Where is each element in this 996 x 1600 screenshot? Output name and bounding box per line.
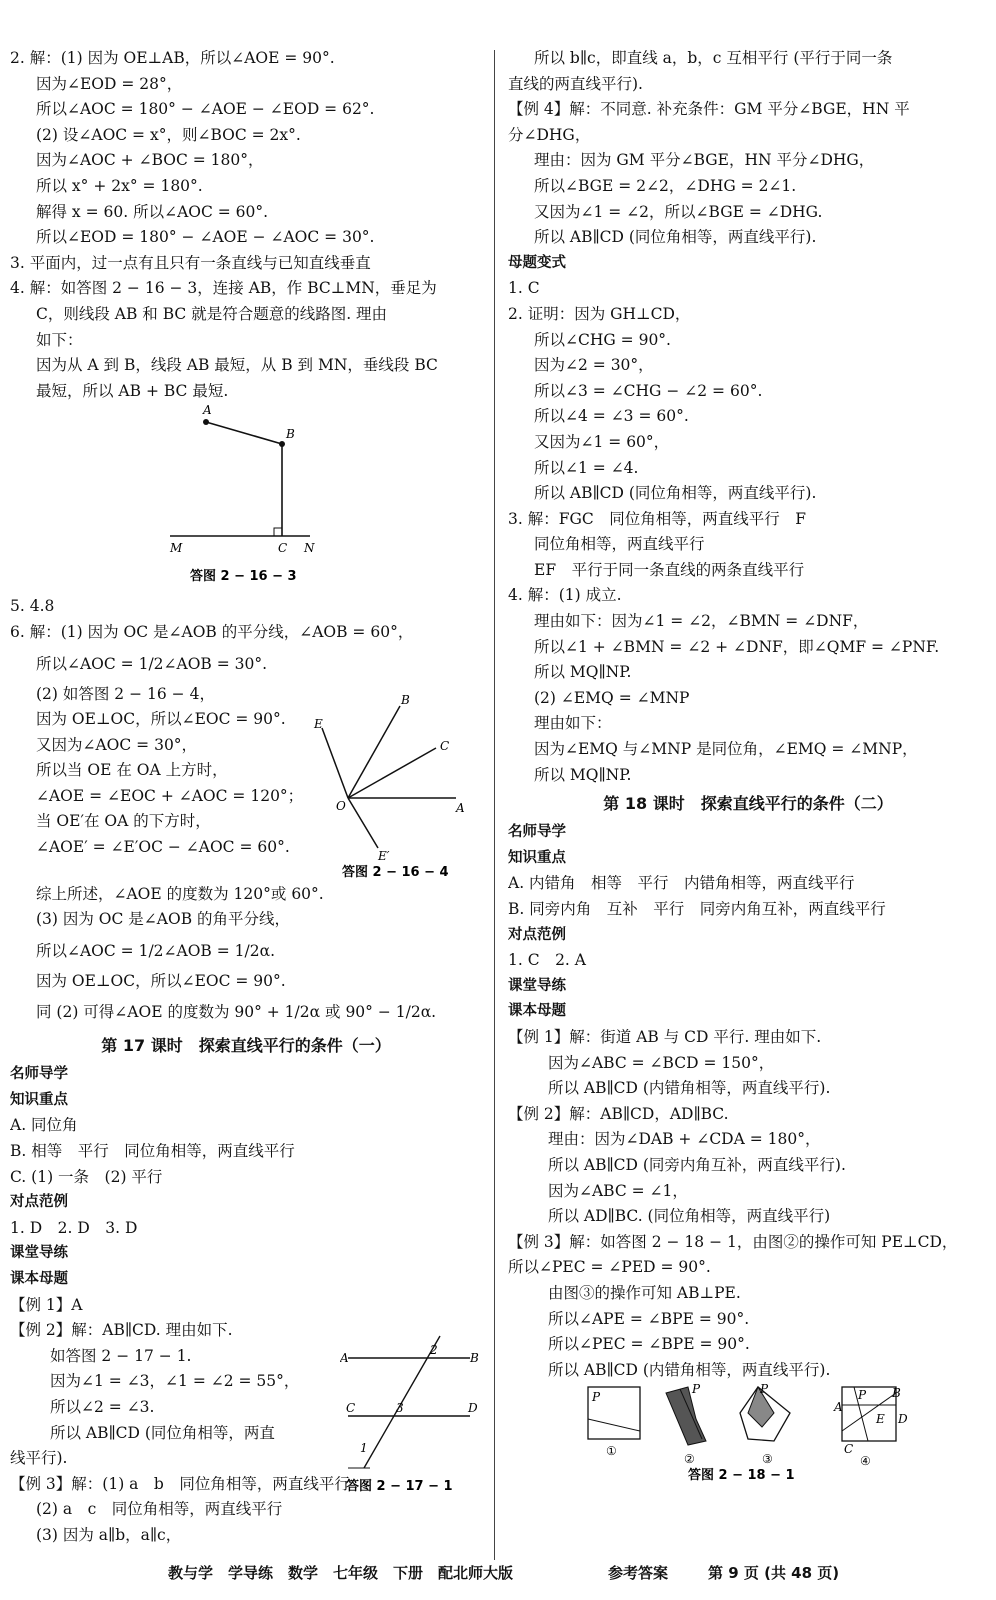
text-line: 因为∠AOC + ∠BOC = 180°， — [36, 151, 264, 170]
figure-2-18-1-drawing — [508, 1383, 988, 1483]
text-line: A. 内错角 相等 平行 内错角相等，两直线平行 — [508, 874, 855, 893]
left-block-3-with-figure — [10, 682, 482, 882]
text-line: 又因为∠1 = ∠2，所以∠BGE = ∠DHG. — [534, 202, 823, 221]
left-block-1 — [10, 46, 482, 404]
text-line: 3. 平面内，过一点有且只有一条直线与已知直线垂直 — [10, 253, 371, 272]
text-line: 所以∠1 = ∠4. — [534, 458, 639, 477]
fig4-label: P — [858, 1388, 867, 1403]
text-line: 所以∠EOD = 180° − ∠AOE − ∠AOC = 30°. — [36, 228, 375, 247]
text-line: 所以∠PEC = ∠PED = 90°. — [508, 1258, 711, 1277]
text-line: B. 同旁内角 互补 平行 同旁内角互补，两直线平行 — [508, 900, 886, 918]
text-line: 因为∠2 = 30°， — [534, 356, 654, 375]
text-line: 【例 1】解：街道 AB 与 CD 平行. 理由如下. — [508, 1027, 822, 1046]
text-line: 所以∠4 = ∠3 = 60°. — [534, 407, 689, 426]
fig2-label: E — [314, 716, 323, 731]
fig4-label: E — [876, 1412, 885, 1427]
text-line: 【例 2】解：AB∥CD. 理由如下. — [10, 1321, 233, 1340]
right-block-2 — [508, 820, 988, 1383]
right-block-1 — [508, 46, 988, 788]
text-line: 所以∠3 = ∠CHG − ∠2 = 60°. — [534, 381, 763, 400]
text-line: 因为 OE⊥OC，所以∠EOC = 90°. — [36, 710, 286, 729]
text-line: ∠AOE = ∠EOC + ∠AOC = 120°； — [36, 786, 304, 805]
text-line: 因为∠1 = ∠3，∠1 = ∠2 = 55°， — [50, 1372, 300, 1391]
fig3-label: 2 — [430, 1343, 438, 1358]
text-line: 【例 2】解：AB∥CD，AD∥BC. — [508, 1104, 729, 1123]
section-title-18: 第 18 课时 探索直线平行的条件（二） — [603, 794, 893, 814]
text-line: 由图③的操作可知 AB⊥PE. — [548, 1283, 741, 1302]
text-line: 分∠DHG， — [508, 125, 591, 144]
fig4-label: A — [834, 1400, 843, 1415]
text-line: 因为∠ABC = ∠1， — [548, 1181, 688, 1200]
subheading: 对点范例 — [508, 926, 566, 943]
text-line: 如下： — [36, 330, 83, 349]
subheading: 课本母题 — [508, 1003, 566, 1020]
text-line: 解得 x = 60. 所以∠AOC = 60°. — [36, 202, 269, 221]
left-block-2 — [10, 594, 482, 681]
text-line: 因为 OE⊥OC，所以∠EOC = 90°. — [36, 971, 286, 990]
text-line: 同位角相等，两直线平行 — [534, 535, 705, 554]
subheading: 知识重点 — [10, 1091, 68, 1108]
text-line: 所以 AB∥CD (内错角相等，两直线平行). — [548, 1079, 831, 1098]
fig2-caption: 答图 2 − 16 − 4 — [342, 864, 449, 878]
footer-page-number: 第 9 页 (共 48 页) — [708, 1564, 840, 1582]
text-line: 【例 3】解：如答图 2 − 18 − 1，由图②的操作可知 PE⊥CD， — [508, 1232, 958, 1251]
fig4-label: C — [844, 1442, 854, 1457]
fig1-label: B — [286, 427, 295, 442]
text-line: 【例 3】解：(1) a b 同位角相等，两直线平行 — [10, 1474, 350, 1493]
text-line: 所以 AB∥CD (同位角相等，两直线平行). — [534, 228, 817, 247]
text-line: (2) 设∠AOC = x°，则∠BOC = 2x°. — [36, 125, 301, 144]
figure-2-18-1 — [508, 1383, 988, 1483]
text-line: 所以∠PEC = ∠BPE = 90°. — [548, 1335, 750, 1354]
text-line: 当 OE′在 OA 的下方时， — [36, 812, 211, 831]
text-line: (2) ∠EMQ = ∠MNP — [534, 688, 690, 707]
fig3-label: A — [340, 1351, 349, 1366]
text-line: 所以∠AOC = 180° − ∠AOE − ∠EOD = 62°. — [36, 100, 375, 119]
text-line: 所以 AD∥BC. (同位角相等，两直线平行) — [548, 1207, 831, 1226]
text-line: 4. 解：如答图 2 − 16 − 3，连接 AB，作 BC⊥MN，垂足为 — [10, 279, 437, 298]
text-line: ∠AOE′ = ∠E′OC − ∠AOC = 60°. — [36, 838, 290, 857]
text-line: 1. C 2. A — [508, 951, 586, 970]
subheading: 名师导学 — [508, 824, 566, 841]
text-line: 【例 1】A — [10, 1295, 83, 1314]
text-line: B. 相等 平行 同位角相等，两直线平行 — [10, 1142, 295, 1161]
text-line: (2) a c 同位角相等，两直线平行 — [36, 1500, 283, 1519]
fig2-label: O — [336, 798, 346, 813]
text-line: 线平行). — [10, 1449, 68, 1468]
fig3-label: 3 — [396, 1401, 404, 1416]
fig3-label: D — [468, 1401, 478, 1416]
text-line: 如答图 2 − 17 − 1. — [50, 1346, 192, 1365]
text-line: (2) 如答图 2 − 16 − 4， — [36, 684, 215, 703]
text-line: 理由：因为 GM 平分∠BGE，HN 平分∠DHG， — [534, 151, 875, 170]
subheading: 课堂导练 — [10, 1245, 68, 1262]
text-line: 所以 b∥c，即直线 a，b，c 互相平行 (平行于同一条 — [534, 49, 893, 67]
section-title-17: 第 17 课时 探索直线平行的条件（一） — [101, 1036, 391, 1056]
fig1-caption: 答图 2 − 16 − 3 — [190, 569, 297, 585]
fig4-label: P — [592, 1390, 601, 1405]
text-line: C，则线段 AB 和 BC 就是符合题意的线路图. 理由 — [36, 304, 388, 323]
text-line: 因为∠EOD = 28°， — [36, 74, 183, 93]
text-line: 5. 4.8 — [10, 597, 55, 616]
footer-answers: 参考答案 — [608, 1564, 669, 1582]
text-line: 所以∠CHG = 90°. — [534, 330, 671, 349]
fig4-label: ③ — [762, 1452, 773, 1467]
fig4-label: D — [898, 1412, 908, 1427]
text-line: 又因为∠AOC = 30°， — [36, 735, 198, 754]
text-line: 3. 解：FGC 同位角相等，两直线平行 F — [508, 509, 806, 528]
text-line: 所以∠AOC = 1/2∠AOB = 1/2α. — [36, 941, 275, 960]
figure-2-16-3 — [10, 404, 482, 594]
left-block-4 — [10, 882, 482, 1031]
text-line: 2. 解：(1) 因为 OE⊥AB，所以∠AOE = 90°. — [10, 49, 335, 67]
text-line: 所以 MQ∥NP. — [534, 765, 632, 784]
figure-2-17-1-drawing — [340, 1328, 482, 1498]
fig4-label: P — [760, 1383, 769, 1397]
fig4-caption: 答图 2 − 18 − 1 — [688, 1468, 795, 1484]
fig1-label: C — [278, 541, 288, 556]
text-line: 6. 解：(1) 因为 OC 是∠AOB 的平分线，∠AOB = 60°， — [10, 622, 414, 641]
text-line: 所以 MQ∥NP. — [534, 663, 632, 682]
subheading: 课堂导练 — [508, 977, 566, 994]
text-line: A. 同位角 — [10, 1116, 78, 1135]
text-line: 最短，所以 AB + BC 最短. — [36, 381, 229, 400]
text-line: 2. 证明：因为 GH⊥CD， — [508, 304, 691, 323]
fig4-label: ② — [684, 1452, 695, 1467]
text-line: 综上所述，∠AOE 的度数为 120°或 60°. — [36, 884, 324, 903]
fig4-label: ④ — [860, 1454, 871, 1469]
column-divider — [494, 50, 495, 1560]
figure-2-16-4-drawing — [306, 688, 482, 878]
text-line: 【例 4】解：不同意. 补充条件：GM 平分∠BGE，HN 平 — [508, 100, 910, 119]
text-line: 因为∠EMQ 与∠MNP 是同位角，∠EMQ = ∠MNP， — [534, 740, 918, 759]
subheading: 母题变式 — [508, 254, 566, 271]
text-line: 1. C — [508, 279, 540, 298]
fig4-label: B — [892, 1386, 901, 1401]
fig4-label: ① — [606, 1444, 617, 1459]
fig3-caption: 答图 2 − 17 − 1 — [346, 1479, 453, 1495]
text-line: 所以 x° + 2x° = 180°. — [36, 176, 203, 195]
text-line: 所以∠AOC = 1/2∠AOB = 30°. — [36, 654, 268, 673]
text-line: EF 平行于同一条直线的两条直线平行 — [534, 560, 805, 579]
text-line: 1. D 2. D 3. D — [10, 1218, 138, 1237]
fig1-label: N — [304, 541, 315, 556]
text-line: 所以 AB∥CD (内错角相等，两直线平行). — [548, 1360, 831, 1379]
left-block-5 — [10, 1062, 482, 1548]
fig1-label: M — [170, 541, 183, 556]
figure-2-16-3-drawing — [10, 404, 482, 594]
text-line: 直线的两直线平行). — [508, 74, 643, 93]
text-line: 所以∠BGE = 2∠2，∠DHG = 2∠1. — [534, 176, 797, 195]
text-line: 所以 AB∥CD (同位角相等，两直 — [50, 1423, 275, 1442]
text-line: 4. 解：(1) 成立. — [508, 586, 622, 605]
text-line: 所以 AB∥CD (同位角相等，两直线平行). — [534, 484, 817, 503]
fig1-label: A — [203, 404, 212, 418]
subheading: 课本母题 — [10, 1271, 68, 1288]
text-line: 所以当 OE 在 OA 上方时， — [36, 761, 228, 780]
fig2-label: A — [456, 800, 465, 815]
subheading: 知识重点 — [508, 849, 566, 866]
fig2-label: C — [440, 738, 450, 753]
fig3-label: B — [470, 1351, 479, 1366]
text-line: 因为从 A 到 B，线段 AB 最短，从 B 到 MN，垂线段 BC — [36, 356, 438, 375]
text-line: 理由如下：因为∠1 = ∠2，∠BMN = ∠DNF， — [534, 612, 869, 631]
text-line: (3) 因为 a∥b，a∥c， — [36, 1525, 182, 1544]
fig2-label: E′ — [378, 848, 390, 863]
text-line: 所以 AB∥CD (同旁内角互补，两直线平行). — [548, 1155, 846, 1174]
text-line: C. (1) 一条 (2) 平行 — [10, 1167, 163, 1186]
text-line: 理由：因为∠DAB + ∠CDA = 180°， — [548, 1130, 821, 1149]
text-line: 因为∠ABC = ∠BCD = 150°， — [548, 1053, 775, 1072]
text-line: 理由如下： — [534, 714, 612, 733]
text-line: 所以∠1 + ∠BMN = ∠2 + ∠DNF，即∠QMF = ∠PNF. — [534, 637, 940, 656]
fig4-label: P — [692, 1383, 701, 1397]
left-column — [10, 46, 482, 1549]
subheading: 对点范例 — [10, 1194, 68, 1211]
subheading: 名师导学 — [10, 1066, 68, 1083]
text-line: 所以∠APE = ∠BPE = 90°. — [548, 1309, 750, 1328]
fig2-label: B — [401, 692, 410, 707]
fig3-label: 1 — [360, 1441, 368, 1456]
text-line: 所以∠2 = ∠3. — [50, 1398, 155, 1416]
text-line: 又因为∠1 = 60°， — [534, 432, 670, 451]
fig3-label: C — [346, 1401, 356, 1416]
text-line: 同 (2) 可得∠AOE 的度数为 90° + 1/2α 或 90° − 1/2α. — [36, 1003, 437, 1022]
text-line: (3) 因为 OC 是∠AOB 的角平分线， — [36, 910, 291, 929]
right-column — [508, 46, 988, 1483]
footer-series: 教与学 学导练 数学 七年级 下册 配北师大版 — [168, 1564, 514, 1582]
